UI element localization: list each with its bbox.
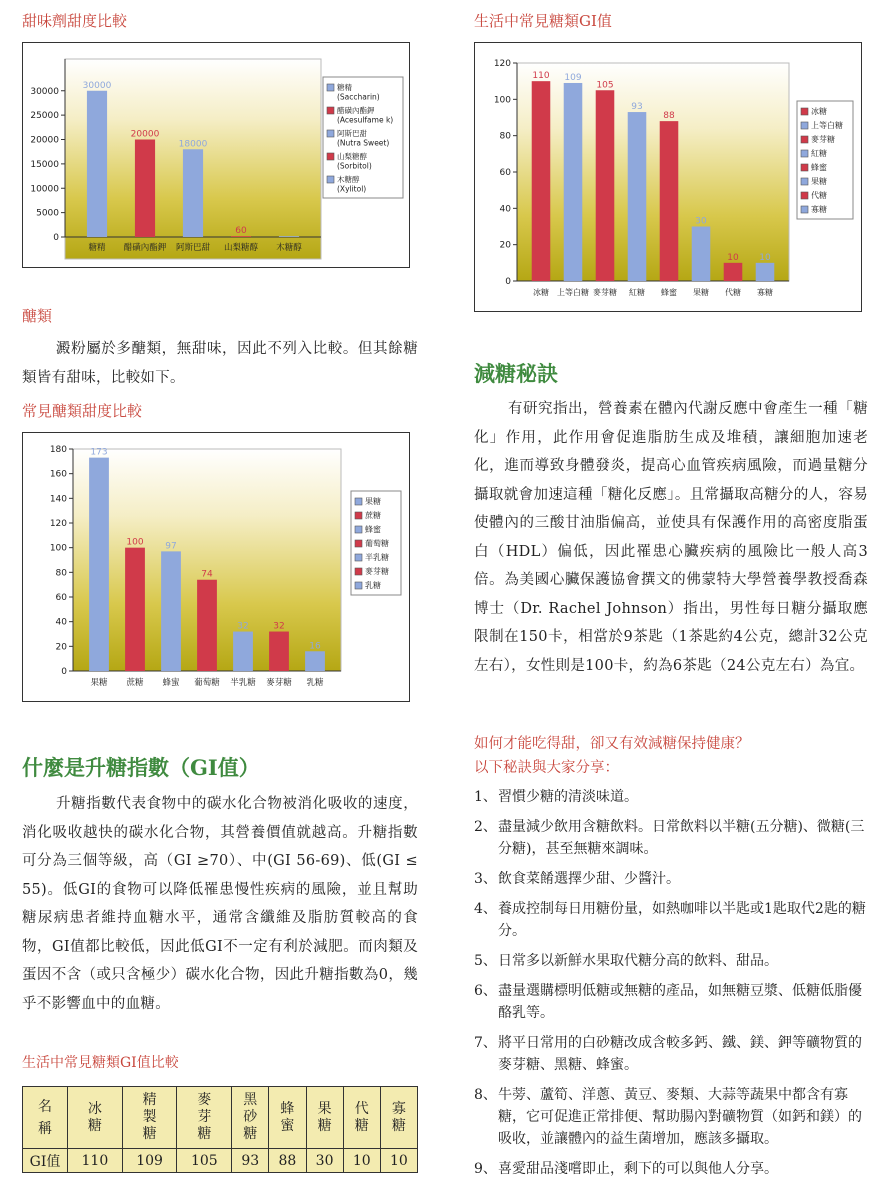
legend-label: 果糖: [365, 497, 381, 506]
category-label: 蜂蜜: [162, 678, 180, 688]
tip-text: 將平日常用的白砂糖改成含較多鈣、鐵、鎂、鉀等礦物質的麥芽糖、黑糖、蜂蜜。: [498, 1035, 862, 1073]
data-label: 88: [663, 111, 675, 122]
legend-swatch: [801, 108, 808, 115]
chart-legend: [323, 77, 403, 198]
bar: [183, 149, 203, 237]
sugar-section-title: 醣類: [22, 307, 53, 325]
category-label: 麥芽糖: [266, 678, 292, 688]
bar: [231, 236, 251, 237]
y-tick-label: 160: [49, 469, 67, 480]
data-label: 10: [727, 252, 739, 263]
legend-label: 蜂蜜: [811, 163, 827, 172]
legend-label: 紅糖: [811, 149, 827, 158]
chart-panel: [517, 63, 789, 281]
gi-table-name-text: 蜂蜜: [280, 1100, 295, 1134]
legend-swatch: [355, 554, 362, 561]
gi-table-value-cell: 110: [68, 1149, 123, 1173]
tips-share: 以下秘訣與大家分享：: [474, 760, 619, 776]
bar: [692, 227, 711, 282]
gi-chart-title: 生活中常見糖類GI值: [474, 12, 612, 30]
tip-number: 6、: [474, 983, 497, 999]
sugar-sweetness-chart: [23, 433, 409, 701]
y-tick-label: 100: [493, 95, 511, 106]
legend-label: 麥芽糖: [811, 135, 835, 144]
bar: [660, 121, 679, 281]
data-label: 60: [235, 226, 247, 237]
y-tick-label: 180: [49, 445, 67, 455]
tip-number: 8、: [474, 1087, 497, 1103]
gi-table-name-text: 寡糖: [391, 1100, 406, 1134]
y-tick-label: 0: [505, 277, 511, 287]
tip-item: [474, 1032, 868, 1076]
legend-swatch: [801, 164, 808, 171]
chart-legend: [351, 491, 401, 595]
y-tick-label: 60: [55, 593, 67, 603]
bar: [596, 90, 615, 281]
gi-table-title: 生活中常見糖類GI值比較: [22, 1055, 179, 1071]
gi-table-name-text: 果糖: [317, 1100, 332, 1134]
data-label: 30: [695, 216, 707, 227]
sugar-chart-frame: [22, 432, 410, 702]
tip-text: 養成控制每日用糖份量，如熱咖啡以半匙或1匙取代2匙的糖分。: [498, 901, 866, 939]
gi-table-name-cell: [68, 1087, 123, 1149]
tip-item: [474, 980, 868, 1024]
data-label: 109: [564, 72, 582, 83]
legend-label: (Acesulfame k): [337, 115, 394, 125]
data-label: 93: [631, 102, 643, 113]
legend-label: 蔗糖: [365, 511, 381, 520]
legend-label: 半乳糖: [365, 553, 389, 562]
bar: [197, 580, 217, 671]
gi-table-name-cell: [122, 1087, 177, 1149]
data-label: 16: [309, 641, 321, 652]
legend-label: 乳糖: [365, 581, 381, 590]
gi-table-value-cell: 10: [343, 1149, 380, 1173]
tip-item: [474, 868, 868, 890]
category-label: 麥芽糖: [593, 288, 617, 297]
gi-table-value-row: [23, 1149, 418, 1173]
y-tick-label: 120: [493, 59, 511, 69]
legend-swatch: [327, 130, 334, 137]
gi-chart-frame: [474, 42, 862, 312]
legend-swatch: [327, 153, 334, 160]
bar: [125, 548, 145, 671]
legend-label: (Sorbitol): [337, 161, 372, 171]
data-label: 30000: [82, 80, 112, 91]
gi-table-header-label: [23, 1087, 68, 1149]
tip-text: 日常多以新鮮水果取代糖分高的飲料、甜品。: [498, 953, 778, 969]
category-label: 乳糖: [306, 678, 324, 688]
gi-table-name-text: 代糖: [354, 1100, 369, 1134]
y-tick-label: 40: [55, 617, 67, 628]
gi-table-value-cell: 88: [269, 1149, 306, 1173]
data-label: 110: [532, 71, 550, 82]
bar: [305, 651, 325, 671]
legend-label: 寡糖: [811, 205, 827, 214]
legend-label: 醋磺內酯鉀: [337, 106, 375, 115]
tip-text: 盡量減少飲用含糖飲料。日常飲料以半糖(五分糖)、微糖(三分糖)，甚至無糖來調味。: [498, 819, 865, 857]
tip-item: [474, 816, 868, 860]
legend-label: 冰糖: [811, 107, 827, 116]
gi-body-text: 升糖指數代表食物中的碳水化合物被消化吸收的速度，消化吸收越快的碳水化合物，其營養價值就越高。升糖指數可分為三個等級，高（GI ≥70）、中(GI 56-69)、低(GI ≤ 55)。低GI的食物可以降低罹患慢性疾病的風險，並且幫助糖尿病患者維持血糖水平，通常含纖維及脂肪質較高的食物，GI值都比較低，因此低GI不一定有利於減肥。而肉類及蛋因不含（或只含極少）碳水化合物，因此升糖指數為0，幾乎不影響血中的血糖。: [22, 796, 418, 1012]
data-label: 18000: [178, 139, 208, 150]
legend-label: 果糖: [811, 177, 827, 186]
legend-swatch: [801, 122, 808, 129]
category-label: 紅糖: [629, 288, 645, 297]
tip-number: 5、: [474, 953, 497, 969]
bar: [89, 458, 109, 671]
chart-legend: [797, 101, 853, 219]
tip-item: [474, 1084, 868, 1150]
tip-text: 習慣少糖的清淡味道。: [498, 789, 638, 805]
legend-swatch: [801, 192, 808, 199]
tip-item: [474, 950, 868, 972]
tips-body-text: 有研究指出，營養素在體內代謝反應中會產生一種「糖化」作用，此作用會促進脂肪生成及堆積，讓細胞加速老化，進而導致身體發炎，提高心血管疾病風險，而過量糖分攝取就會加速這種「糖化反應」。且常攝取高糖分的人，容易使體內的三酸甘油脂偏高，並使具有保護作用的高密度脂蛋白（HDL）偏低，因此罹患心臟疾病的風險比一般人高3倍。為美國心臟保護協會撰文的佛蒙特大學營養學教授喬森博士（Dr. Rachel Johnson）指出，男性每日糖分攝取應限制在150卡，相當於9茶匙（1茶匙約4公克，總計32公克左右），女性則是100卡，約為6茶匙（24公克左右）為宜。: [474, 401, 868, 674]
y-tick-label: 20: [55, 642, 67, 653]
tip-number: 9、: [474, 1161, 497, 1177]
category-label: 糖精: [88, 243, 106, 253]
gi-table-name-cell: [177, 1087, 232, 1149]
sugar-chart-title: 常見醣類甜度比較: [22, 402, 143, 420]
category-label: 醋磺內酯鉀: [123, 243, 167, 253]
gi-table-name-cell: [232, 1087, 269, 1149]
gi-table-header-label-text: 名稱: [37, 1098, 52, 1137]
legend-swatch: [801, 178, 808, 185]
tip-item: [474, 1158, 868, 1180]
bar: [724, 263, 743, 281]
legend-label: 代糖: [811, 191, 827, 200]
legend-swatch: [355, 540, 362, 547]
category-label: 果糖: [693, 288, 709, 297]
y-tick-label: 30000: [30, 86, 59, 97]
data-label: 105: [596, 80, 614, 91]
gi-table-name-cell: [269, 1087, 306, 1149]
legend-swatch: [355, 526, 362, 533]
y-tick-label: 40: [499, 204, 511, 215]
bar: [564, 83, 583, 281]
legend-label: 阿斯巴甜: [337, 129, 367, 138]
gi-table-value-cell: 105: [177, 1149, 232, 1173]
category-label: 山梨糖醇: [223, 243, 259, 253]
data-label: 32: [273, 621, 285, 632]
legend-swatch: [355, 512, 362, 519]
tips-question-block: [474, 732, 750, 780]
gi-table-value-cell: 109: [122, 1149, 177, 1173]
gi-table-name-cell: [380, 1087, 417, 1149]
data-label: 100: [126, 537, 144, 548]
gi-heading: 什麼是升糖指數（GI值）: [22, 755, 260, 780]
y-tick-label: 10000: [30, 184, 59, 195]
category-label: 蜂蜜: [661, 288, 677, 297]
tip-text: 盡量選購標明低糖或無糖的產品，如無糖豆漿、低糖低脂優酪乳等。: [498, 983, 862, 1021]
bar: [161, 551, 181, 671]
y-tick-label: 80: [55, 568, 67, 579]
gi-table-value-cell: 93: [232, 1149, 269, 1173]
legend-swatch: [355, 582, 362, 589]
legend-swatch: [327, 176, 334, 183]
category-label: 阿斯巴甜: [175, 243, 211, 253]
tip-number: 4、: [474, 901, 497, 917]
legend-label: 山梨糖醇: [337, 152, 367, 161]
data-label: 173: [90, 447, 108, 458]
legend-label: 麥芽糖: [365, 567, 389, 576]
y-tick-label: 0: [53, 233, 59, 243]
legend-label: 糖精: [337, 83, 352, 92]
y-tick-label: 5000: [36, 208, 59, 219]
category-label: 寡糖: [757, 288, 773, 297]
tip-number: 3、: [474, 871, 497, 887]
legend-label: 葡萄糖: [365, 539, 389, 548]
gi-table-row-label: GI值: [23, 1149, 68, 1173]
tip-number: 1、: [474, 789, 497, 805]
legend-swatch: [801, 206, 808, 213]
tip-number: 2、: [474, 819, 497, 835]
data-label: 74: [201, 569, 213, 580]
sweetener-chart-title: 甜味劑甜度比較: [22, 12, 128, 30]
y-tick-label: 120: [49, 519, 67, 529]
gi-table-value-cell: 30: [306, 1149, 343, 1173]
bar: [87, 91, 107, 237]
gi-table-name-cell: [306, 1087, 343, 1149]
category-label: 葡萄糖: [194, 678, 220, 688]
tips-list: [474, 786, 868, 1188]
bar: [135, 140, 155, 238]
category-label: 果糖: [90, 678, 108, 688]
y-tick-label: 60: [499, 168, 511, 178]
tip-text: 飲食菜餚選擇少甜、少醬汁。: [498, 871, 680, 887]
sugar-intro-text: 澱粉屬於多醣類，無甜味，因此不列入比較。但其餘糖類皆有甜味，比較如下。: [22, 341, 418, 386]
tip-item: [474, 898, 868, 942]
legend-swatch: [801, 136, 808, 143]
gi-table-value-cell: 10: [380, 1149, 417, 1173]
y-tick-label: 25000: [30, 111, 59, 122]
tips-question: 如何才能吃得甜，卻又有效減糖保持健康？: [474, 736, 750, 752]
legend-label: (Xylitol): [337, 184, 367, 194]
y-tick-label: 20: [499, 240, 511, 251]
legend-label: (Saccharin): [337, 92, 380, 102]
legend-box: [797, 101, 853, 219]
category-label: 冰糖: [533, 288, 549, 297]
legend-swatch: [327, 84, 334, 91]
bar: [628, 112, 647, 281]
y-tick-label: 100: [49, 543, 67, 554]
tip-number: 7、: [474, 1035, 497, 1051]
tips-heading: 減糖秘訣: [474, 361, 558, 386]
gi-table-name-text: 麥芽糖: [197, 1092, 212, 1142]
gi-table: [22, 1086, 418, 1173]
gi-table-name-text: 黑砂糖: [243, 1092, 258, 1142]
category-label: 木糖醇: [276, 243, 302, 253]
data-label: 97: [165, 541, 177, 552]
bar: [279, 236, 299, 237]
legend-swatch: [355, 568, 362, 575]
tip-item: [474, 786, 868, 808]
data-label: 32: [237, 621, 249, 632]
legend-label: (Nutra Sweet): [337, 138, 390, 148]
bar: [233, 632, 253, 671]
y-tick-label: 80: [499, 131, 511, 142]
legend-label: 木糖醇: [337, 175, 360, 184]
tip-text: 喜愛甜品淺嚐即止，剩下的可以與他人分享。: [498, 1161, 778, 1177]
bar: [756, 263, 775, 281]
gi-table-name-cell: [343, 1087, 380, 1149]
category-label: 半乳糖: [230, 678, 256, 688]
y-tick-label: 15000: [30, 159, 59, 170]
category-label: 代糖: [725, 288, 741, 297]
legend-label: 蜂蜜: [365, 525, 381, 534]
legend-swatch: [801, 150, 808, 157]
y-tick-label: 0: [61, 667, 67, 677]
legend-swatch: [327, 107, 334, 114]
gi-table-name-text: 精製糖: [142, 1092, 157, 1142]
legend-swatch: [355, 498, 362, 505]
data-label: 10: [759, 252, 771, 263]
gi-table-header-row: [23, 1087, 418, 1149]
sweetener-chart-frame: [22, 42, 410, 268]
category-label: 上等白糖: [557, 288, 589, 297]
sweetener-chart: [23, 43, 409, 267]
legend-label: 上等白糖: [811, 121, 843, 130]
bar: [269, 632, 289, 671]
bar: [532, 81, 551, 281]
data-label: 20000: [130, 129, 160, 140]
y-tick-label: 20000: [30, 135, 59, 146]
y-tick-label: 140: [49, 494, 67, 505]
gi-value-chart: [475, 43, 861, 311]
gi-table-name-text: 冰糖: [87, 1100, 102, 1134]
category-label: 蔗糖: [126, 678, 144, 688]
tip-text: 牛蒡、蘆筍、洋蔥、黃豆、麥類、大蒜等蔬果中都含有寡糖，它可促進正常排便、幫助腸內對礦物質（如鈣和鎂）的吸收，並讓體內的益生菌增加，應該多攝取。: [498, 1087, 862, 1147]
